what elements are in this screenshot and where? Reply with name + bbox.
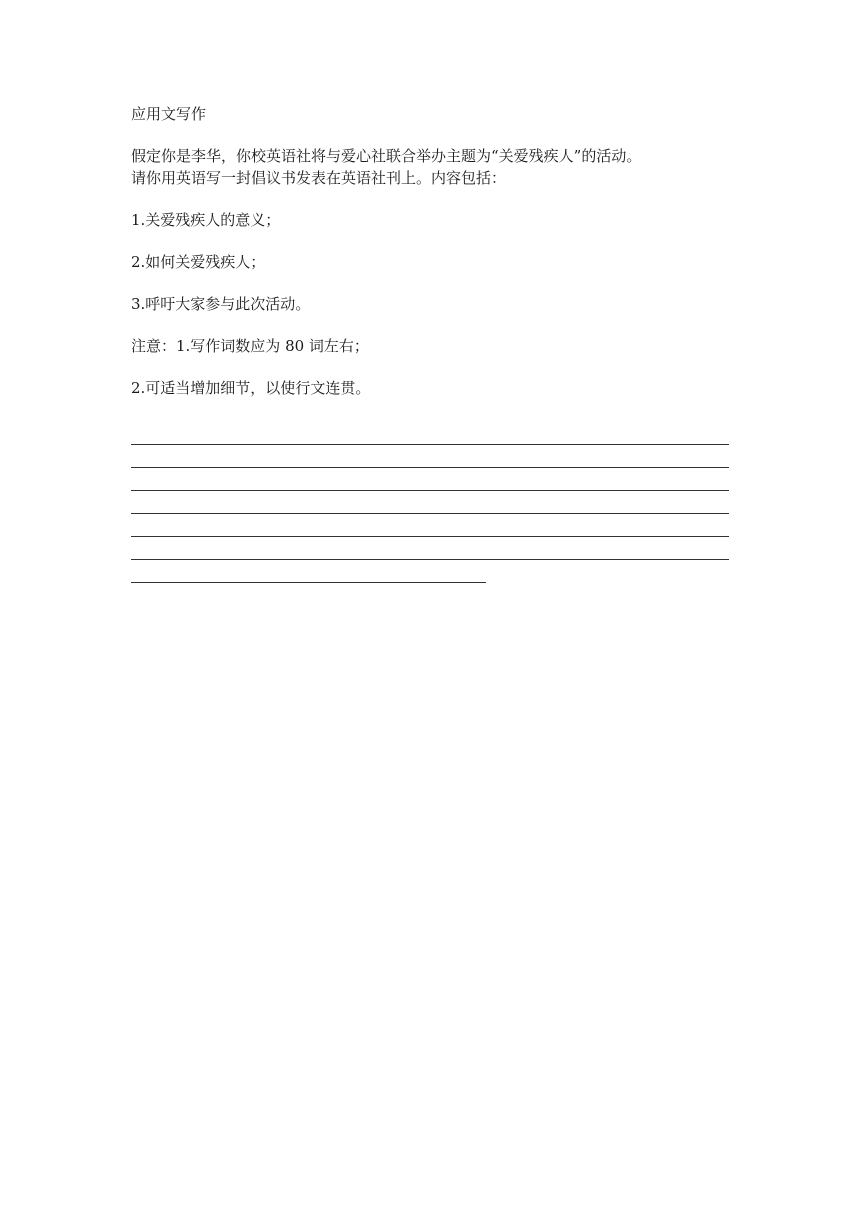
answer-line bbox=[131, 444, 729, 445]
prompt-line: 请你用英语写一封倡议书发表在英语社刊上。内容包括： bbox=[131, 169, 507, 187]
answer-line bbox=[131, 513, 729, 514]
prompt-line: 假定你是李华，你校英语社将与爱心社联合举办主题为“关爱残疾人”的活动。 bbox=[131, 147, 642, 165]
answer-area bbox=[131, 444, 729, 605]
document-content bbox=[131, 103, 731, 399]
prompt-block bbox=[131, 145, 731, 189]
answer-line bbox=[131, 536, 729, 537]
answer-line bbox=[131, 467, 729, 468]
answer-line bbox=[131, 559, 729, 560]
note-line: 2.可适当增加细节，以使行文连贯。 bbox=[131, 379, 371, 397]
note-line: 注意：1.写作词数应为 80 词左右； bbox=[131, 337, 369, 355]
requirement-item: 1.关爱残疾人的意义； bbox=[131, 211, 281, 229]
section-title: 应用文写作 bbox=[131, 105, 207, 123]
answer-line bbox=[131, 582, 486, 583]
requirement-item: 3.呼吁大家参与此次活动。 bbox=[131, 295, 311, 313]
answer-line bbox=[131, 490, 729, 491]
requirement-item: 2.如何关爱残疾人； bbox=[131, 253, 266, 271]
